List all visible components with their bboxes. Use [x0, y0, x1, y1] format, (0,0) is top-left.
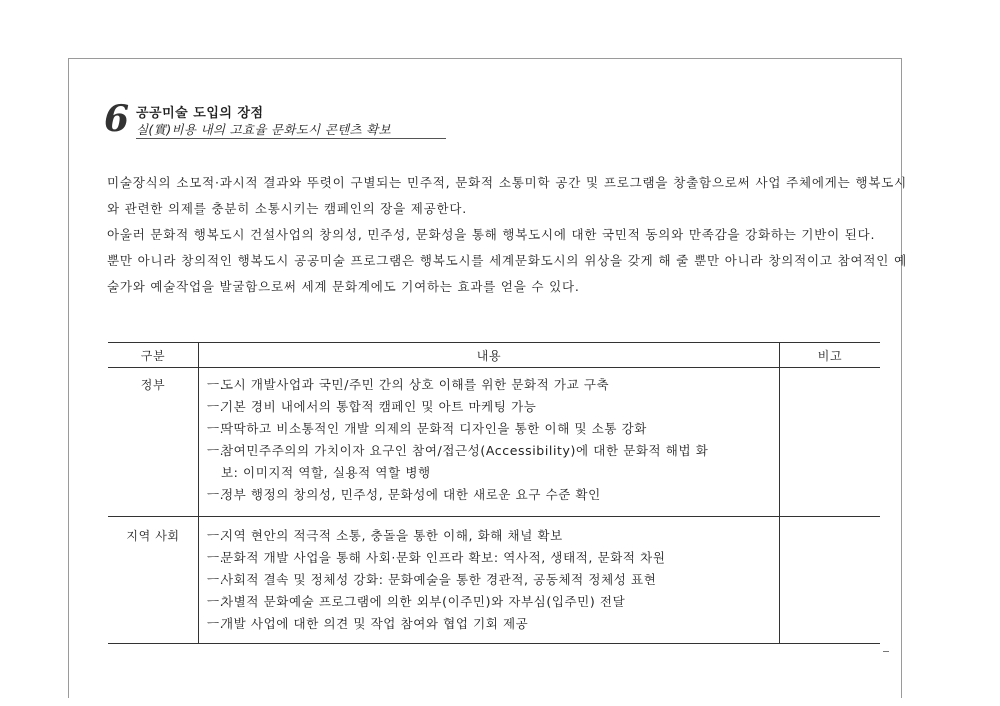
paragraph-2: 아울러 문화적 행복도시 건설사업의 창의성, 민주성, 문화성을 통해 행복도시에 대한 국민적 동의와 만족감을 강화하는 기반이 된다.: [107, 227, 876, 242]
note-cell: [780, 517, 881, 644]
table-row-government: [108, 368, 880, 517]
table-row-community: [108, 517, 880, 644]
list-item: ㅡ.딱딱하고 비소통적인 개발 의제의 문화적 디자인을 통한 이해 및 소통 강화: [207, 421, 647, 436]
subtitle-underline: [136, 138, 446, 139]
list-item: ㅡ.사회적 결속 및 정체성 강화: 문화예술을 통한 경관적, 공동체적 정체성 표현: [207, 572, 657, 587]
list-item: ㅡ.도시 개발사업과 국민/주민 간의 상호 이해를 위한 문화적 가교 구축: [207, 377, 610, 392]
section-title: 공공미술 도입의 장점: [136, 106, 264, 121]
list-item-continuation: 보: 이미지적 역할, 실용적 역할 병행: [221, 465, 431, 480]
list-item: ㅡ.참여민주주의의 가치이자 요구인 참여/접근성(Accessibility)에 대한 문화적 해법 화: [207, 443, 709, 458]
paragraph-1: 미술장식의 소모적·과시적 결과와 뚜렷이 구별되는 민주적, 문화적 소통미학 공간 및 프로그램을 창출함으로써 사업 주체에게는 행복도시와 관련한 의제를 충분히 소통시키는 캠페인의 장을 제공한다.: [107, 175, 907, 216]
benefits-table: [108, 342, 880, 644]
header-content: 내용: [199, 343, 780, 368]
section-heading: [100, 98, 460, 144]
community-items: [199, 517, 780, 644]
list-item: ㅡ.지역 현안의 적극적 소통, 충돌을 통한 이해, 화해 채널 확보: [207, 528, 563, 543]
government-items: [199, 368, 780, 517]
page-corner-mark: [883, 651, 889, 652]
category-government: 정부: [140, 378, 166, 392]
header-category: 구분: [108, 343, 199, 368]
note-cell: [780, 368, 881, 517]
category-community: 지역 사회: [126, 529, 180, 543]
list-item: ㅡ.문화적 개발 사업을 통해 사회·문화 인프라 확보: 역사적, 생태적, 문화적 차원: [207, 550, 666, 565]
section-subtitle: 실(實)비용 내의 고효율 문화도시 콘텐츠 확보: [136, 122, 391, 137]
list-item: ㅡ.개발 사업에 대한 의견 및 작업 참여와 협업 기회 제공: [207, 616, 529, 631]
body-text: [107, 170, 907, 300]
paragraph-3: 뿐만 아니라 창의적인 행복도시 공공미술 프로그램은 행복도시를 세계문화도시의 위상을 갖게 해 줄 뿐만 아니라 창의적이고 참여적인 예술가와 예술작업을 발굴함으로써 세계 문화계에도 기여하는 효과를 얻을 수 있다.: [107, 253, 907, 294]
section-number: 6: [104, 98, 130, 140]
table-header-row: [108, 343, 880, 368]
list-item: ㅡ.정부 행정의 창의성, 민주성, 문화성에 대한 새로운 요구 수준 확인: [207, 487, 601, 502]
header-note: 비고: [780, 343, 881, 368]
list-item: ㅡ.기본 경비 내에서의 통합적 캠페인 및 아트 마케팅 가능: [207, 399, 537, 414]
list-item: ㅡ.차별적 문화예술 프로그램에 의한 외부(이주민)와 자부심(입주민) 전달: [207, 594, 626, 609]
